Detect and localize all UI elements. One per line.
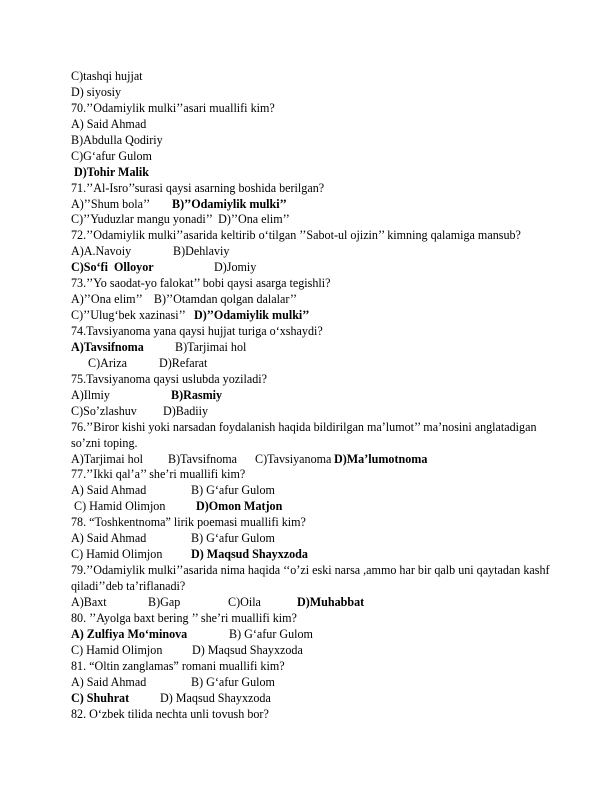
question-line: 71.’’Al-Isro’’surasi qaysi asarning boshida berilgan?: [71, 180, 325, 195]
correct-answer: D)’’Odamiylik mulki’’: [194, 308, 310, 323]
question-line: 74.Tavsiyanoma yana qaysi hujjat turiga o‘xshaydi?: [71, 324, 323, 338]
question-line: 77.’’Ikki qal’a’’ she’ri muallifi kim?: [71, 467, 246, 482]
correct-answer: D)Muhabbat: [297, 595, 365, 609]
question-line: 70.’’Odamiylik mulki’’asari muallifi kim?: [71, 100, 275, 115]
option-row: A)Tavsifnoma B)Tarjimai hol: [71, 339, 247, 354]
correct-answer: D)Ma’lumotnoma: [334, 451, 428, 466]
question-line: 78. “Toshkentnoma” lirik poemasi muallifi kim?: [71, 515, 306, 530]
option-row: C)’’Ulug‘bek xazinasi’’ D)’’Odamiylik mulki’’: [71, 308, 310, 323]
option-row: A) Said Ahmad B) G‘afur Gulom: [71, 531, 275, 546]
correct-answer: D)Omon Matjon: [196, 499, 283, 514]
option-line: A) Said Ahmad: [71, 116, 147, 131]
option-row: A) Zulfiya Mo‘minova B) G‘afur Gulom: [71, 626, 313, 641]
option-line: D) siyosiy: [71, 84, 122, 99]
option-line: C)G‘afur Gulom: [71, 148, 152, 163]
option-row: C) Hamid Olimjon D) Maqsud Shayxzoda: [71, 547, 308, 562]
question-line: 80. ’’Ayolga baxt bering ’’ she’ri muallifi kim?: [71, 610, 297, 625]
option-row: A)Baxt B)Gap C)Oila D)Muhabbat: [71, 595, 365, 609]
document-page: [71, 69, 551, 723]
correct-answer: A)Tavsifnoma: [71, 339, 144, 354]
option-line: B)Abdulla Qodiriy: [71, 132, 163, 147]
correct-answer: D)Tohir Malik: [71, 164, 149, 179]
option-row: C)So‘fi Olloyor D)Jomiy: [71, 260, 257, 275]
question-line: 82. O‘zbek tilida nechta unli tovush bor?: [71, 706, 269, 721]
option-line: A)’’Ona elim’’ B)’’Otamdan qolgan dalalar’’: [71, 292, 297, 307]
question-line: 73.’’Yo saodat-yo falokat’’ bobi qaysi asarga tegishli?: [71, 276, 331, 291]
option-row: C) Shuhrat D) Maqsud Shayxzoda: [71, 690, 271, 705]
correct-answer: D) Maqsud Shayxzoda: [191, 547, 308, 562]
option-row: A) Said Ahmad B) G‘afur Gulom: [71, 483, 275, 498]
option-row: C) Hamid Olimjon D) Maqsud Shayxzoda: [71, 642, 303, 657]
correct-answer: C)So‘fi Olloyor: [71, 260, 154, 275]
option-row: A)Ilmiy B)Rasmiy: [71, 387, 223, 402]
option-row: C)Ariza D)Refarat: [88, 355, 208, 370]
question-line: 81. “Oltin zanglamas” romani muallifi kim?: [71, 658, 285, 673]
question-line: 72.’’Odamiylik mulki’’asarida keltirib o‘tilgan ’’Sabot-ul ojizin’’ kimning qalamiga mansub?: [71, 228, 521, 243]
question-line: 76.’’Biror kishi yoki narsadan foydalanish haqida bildirilgan ma’lumot’’ ma’nosini anglatadigan so’zni toping.: [71, 419, 537, 450]
option-line: C)’’Yuduzlar mangu yonadi’’ D)’’Ona elim’’: [71, 212, 290, 227]
correct-answer: A) Zulfiya Mo‘minova: [71, 626, 188, 641]
option-row: A)A.Navoiy B)Dehlaviy: [71, 244, 230, 259]
option-line: C)tashqi hujjat: [71, 69, 143, 83]
correct-answer: C) Shuhrat: [71, 690, 130, 705]
question-line: 79.’’Odamiylik mulki’’asarida nima haqida ‘‘o’zi eski narsa ,ammo har bir qalb uni qaytadan kashf qiladi’’deb ta’riflanadi?: [71, 563, 550, 594]
option-row: C) Hamid Olimjon D)Omon Matjon: [71, 499, 283, 514]
option-row: A)Tarjimai hol B)Tavsifnoma C)Tavsiyanoma D)Ma’lumotnoma: [71, 451, 428, 466]
option-row: A)’’Shum bola’’ B)’’Odamiylik mulki’’: [71, 196, 287, 211]
option-row: A) Said Ahmad B) G‘afur Gulom: [71, 674, 275, 689]
correct-answer: B)Rasmiy: [171, 387, 223, 402]
correct-answer: B)’’Odamiylik mulki’’: [172, 196, 287, 211]
option-row: C)So’zlashuv D)Badiiy: [71, 403, 209, 418]
question-line: 75.Tavsiyanoma qaysi uslubda yoziladi?: [71, 371, 267, 386]
